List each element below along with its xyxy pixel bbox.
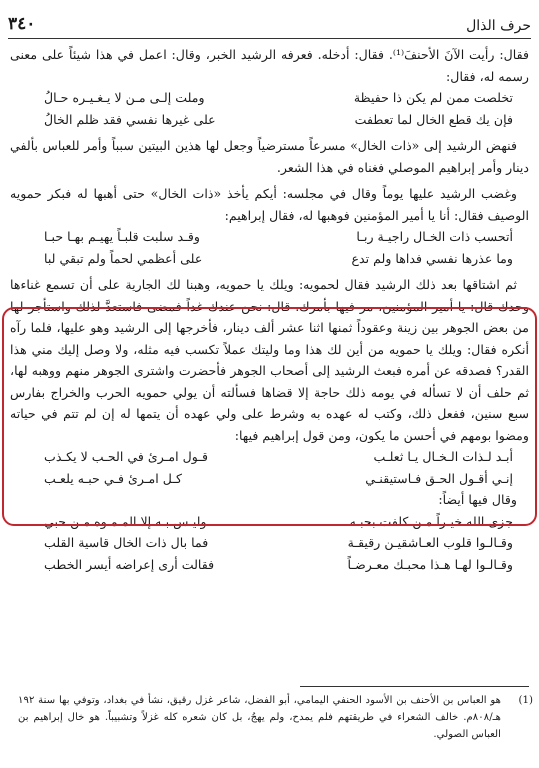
poem-verse (10, 109, 529, 131)
verse-first-hemistich: إنـي أقـول الحـق فـاستيقنـي (365, 470, 513, 486)
footnote-divider (300, 686, 529, 687)
verse-first-hemistich: جزى الله خيـراً مـن كلفت بحبـه (349, 513, 513, 529)
paragraph: وغضب الرشيد عليها يوماً وقال في مجلسه: أيكم يأخذ «ذات الخال» حتى أهبها له فبكر حمويه الوصيف فقال: أنا يا أمير المؤمنين فوهبها له، فقال إبراهيم: (10, 186, 529, 223)
poem-verse (10, 226, 529, 248)
paragraph: وقال فيها أيضاً: (438, 492, 517, 507)
verse-second-hemistich: وقـد سلبت قلبـاً يهيـم بهـا حبـا (44, 229, 200, 244)
chapter-title: حرف الذال (466, 18, 531, 34)
verse-first-hemistich: فإن يك قطع الخال لما تعطفت (354, 111, 513, 127)
verse-second-hemistich: وملت إلـى مـن لا يـغـيـره حـالُ (44, 90, 205, 105)
verse-first-hemistich: أبـد لـذات الـخـال يـا ثعلـب (373, 449, 513, 464)
poem-verse (10, 532, 529, 554)
verse-first-hemistich: وقـالـوا لهـا هـذا محبـك معـرضـاً (347, 556, 513, 572)
verse-second-hemistich: فقالت أرى إعراضه أيسر الخطب (44, 556, 215, 572)
page-number: ٣٤٠ (8, 14, 36, 34)
main-text (10, 44, 529, 575)
poem-verse (10, 87, 529, 109)
poem-verse (10, 511, 529, 533)
page-header (8, 12, 531, 39)
verse-first-hemistich: وقـالـوا قلوب العـاشقيـن رقيقـة (347, 535, 513, 550)
verse-first-hemistich: تخلصت ممن لم يكن ذا حفيظة (353, 90, 513, 105)
poem-verse (10, 446, 529, 468)
verse-second-hemistich: على غيرها نفسي فقد ظلم الخالُ (44, 111, 216, 127)
verse-second-hemistich: وليـس بـه إلا المـمـوه مـن حبي (44, 513, 207, 529)
verse-second-hemistich: قـول امـرئ في الحـب لا يكـذب (44, 449, 208, 464)
paragraph: فنهض الرشيد إلى «ذات الخال» مسرعاً مسترضياً وجعل لها هذين البيتين سبباً وأمر للعباس بألفي دينار وأمر إبراهيم الموصلي فغناه في هذا الشعر. (10, 138, 529, 175)
highlighted-paragraph: ثم اشتاقها بعد ذلك الرشيد فقال لحمويه: ويلك يا حمويه، وهبنا لك الجارية على أن تسمع غناءها وحدك قال: يا أمير المؤمنين، مر فيها بأمرك. قال: نحن عندك غداً فمضى فاستعدَّ لذلك واستأجر لها من بعض الجوهر بين زينة وعقوداً ثمنها اثنا عشر ألف دينار، فأخرجها إلى الرشيد وهو عليها، فلما رآه أنكره فقال: ويلك يا حمويه من أين لك هذا وما وليتك عملاً تكسب فيه مثله، ولا وصل إليك مني هذا القدر؟ فصدقه عن أمره فبعث الرشيد إلى أصحاب الجوهر فأحضرت واشترى الجوهر منهم ووهبه لها، ثم حلف أن لا تسأله في يومه ذلك حاجة إلا قضاها فسألته أن يولي حمويه الحرب والخراج بفارس سبع سنين، ففعل ذلك، وكتب له عهده به وشرط على ولي عهده أن يتمها له إن لم تتم في حياته ومضوا بومهم في أحسن ما يكون، ومن قول إبراهيم فيها: (10, 277, 529, 443)
poem-verse (10, 468, 529, 490)
footnote-number: (1) (518, 695, 533, 706)
verse-first-hemistich: أتحسب ذات الخـال راجيـة ربـا (356, 229, 513, 244)
verse-first-hemistich: وما عذرها نفسي فداها ولم تدع (351, 250, 513, 266)
verse-second-hemistich: على أعظمي لحماً ولم تبقي لبا (44, 250, 203, 266)
paragraph: فقال: رأيت الآنَ الأحنفَ⁽¹⁾. فقال: أدخله. فعرفه الرشيد الخبر، وقال: اعمل في هذا شيئاً على معنى رسمه له، فقال: (10, 47, 529, 84)
footnote-text: هو العباس بن الأحنف بن الأسود الحنفي اليمامي، أبو الفضل، شاعر غزل رقيق، نشأ في بغداد، وتوفي بها سنة ١٩٢ هـ/٨٠٨م. خالف الشعراء في طريقتهم فلم يمدح، ولم يهجُ، بل كان شعره كله غزلاً وتشبيباً. هو خال إبراهيم بن العباس الصولي. (18, 695, 501, 740)
poem-verse (10, 248, 529, 270)
poem-verse (10, 554, 529, 576)
footnote (18, 692, 533, 743)
verse-second-hemistich: كـل امـرئ فـي حبـه يلعـب (44, 470, 183, 486)
verse-second-hemistich: فما بال ذات الخال قاسية القلب (44, 535, 209, 550)
